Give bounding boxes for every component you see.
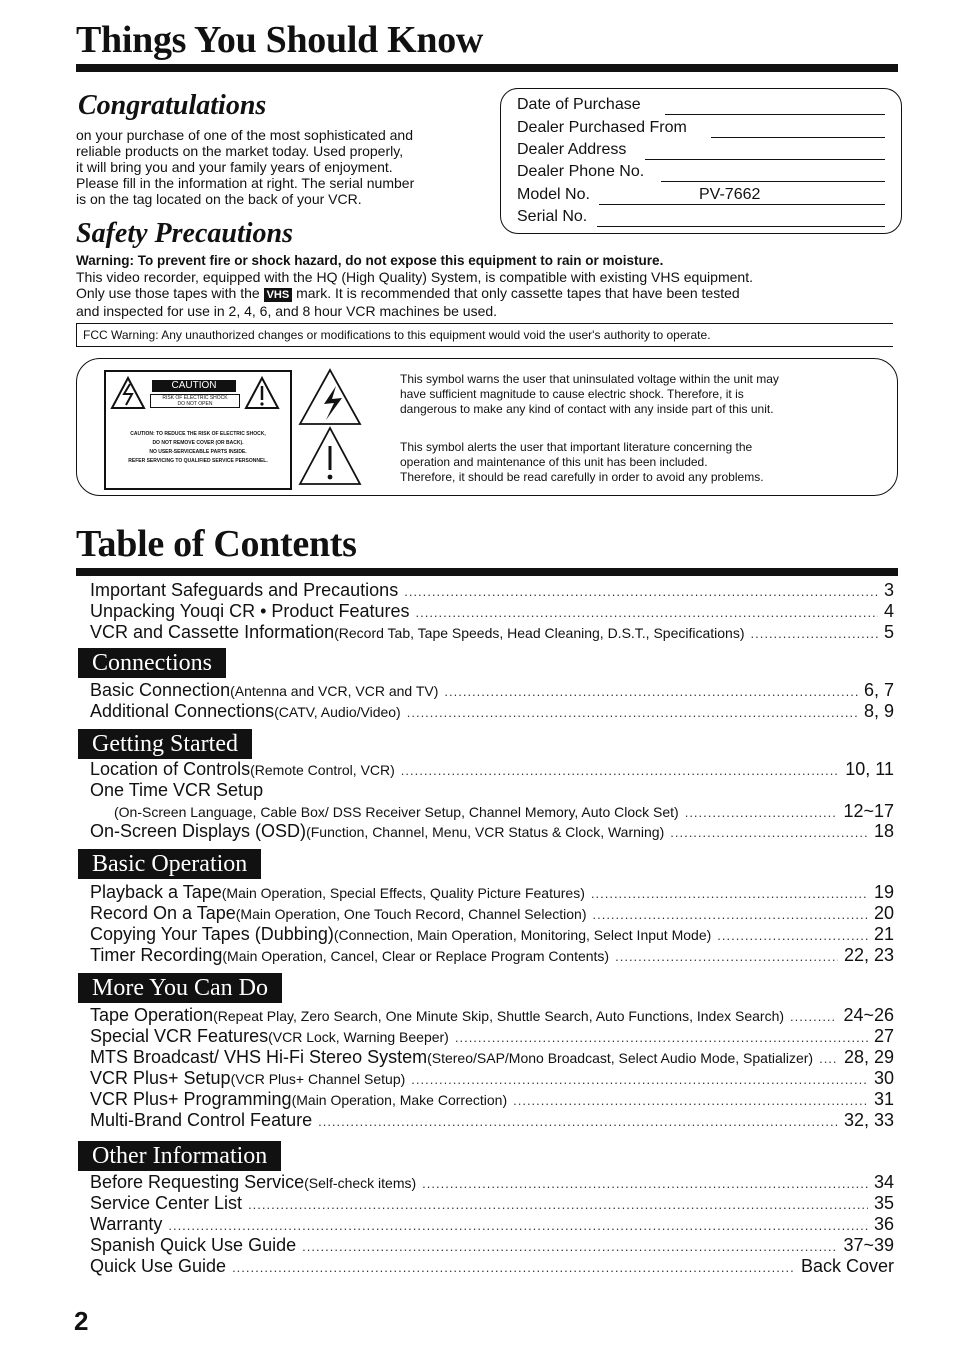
toc-entry[interactable] <box>114 801 894 822</box>
toc-entry[interactable] <box>90 882 894 903</box>
text-line: Therefore, it should be read carefully in order to avoid any problems. <box>400 470 764 484</box>
toc-page-number: 3 <box>883 580 894 600</box>
toc-leader <box>168 1218 868 1233</box>
lightning-bolt-icon <box>124 384 132 405</box>
toc-leader <box>819 1051 838 1066</box>
text-line: is on the tag located on the back of your VCR. <box>76 191 362 207</box>
safety-text <box>76 269 753 319</box>
congratulations-text <box>76 127 486 207</box>
toc-leader <box>411 1072 868 1087</box>
toc-page-number: 35 <box>873 1193 894 1213</box>
toc-entry-title: Additional Connections <box>90 701 275 721</box>
text-line: This symbol alerts the user that important literature concerning the <box>400 440 753 454</box>
toc-leader <box>591 886 868 901</box>
toc-entry-detail: (Antenna and VCR, VCR and TV) <box>230 683 439 699</box>
lightning-bolt-icon <box>324 386 342 420</box>
toc-page-number: 21 <box>873 924 894 944</box>
caution-fine-line: DO NOT REMOVE COVER (OR BACK). <box>152 440 244 446</box>
toc-entry-detail: (Remote Control, VCR) <box>250 762 395 778</box>
toc-entry-title: On-Screen Displays (OSD) <box>90 821 307 841</box>
toc-entry-title: MTS Broadcast/ VHS Hi-Fi Stereo System <box>90 1047 428 1067</box>
dealer-label: Dealer Purchased From <box>517 119 687 136</box>
text-line: This symbol warns the user that uninsulated voltage within the unit may <box>400 372 779 386</box>
toc-leader <box>407 705 858 720</box>
toc-leader <box>670 825 868 840</box>
toc-entry-title: Unpacking Youqi CR • Product Features <box>90 601 410 621</box>
toc-section-header: Connections <box>78 648 226 678</box>
toc-entry-detail: (VCR Plus+ Channel Setup) <box>230 1071 406 1087</box>
toc-page-number: Back Cover <box>800 1256 894 1276</box>
exclamation-dot <box>328 475 333 480</box>
shock-symbol-text <box>400 372 779 417</box>
toc-leader <box>248 1197 868 1212</box>
toc-entry-title: VCR Plus+ Setup <box>90 1068 231 1088</box>
toc-section-header: Basic Operation <box>78 849 261 879</box>
caution-fine-print <box>106 430 290 466</box>
toc-page-number: 27 <box>873 1026 894 1046</box>
text-line: it will bring you and your family years of enjoyment. <box>76 159 393 175</box>
congratulations-heading: Congratulations <box>78 90 267 121</box>
caution-label <box>104 370 292 490</box>
toc-entry[interactable] <box>90 1172 894 1193</box>
dealer-address-label: Dealer Address <box>517 141 627 158</box>
serial-field[interactable] <box>597 226 885 227</box>
toc-entry[interactable] <box>90 780 894 801</box>
toc-entry-detail: (Stereo/SAP/Mono Broadcast, Select Audio Mode, Spatializer) <box>427 1050 814 1066</box>
toc-page-number: 19 <box>873 882 894 902</box>
toc-page-number: 37~39 <box>843 1235 894 1255</box>
toc-leader <box>685 805 838 820</box>
vhs-logo: VHS <box>264 288 293 302</box>
toc-entry-detail: (Main Operation, Special Effects, Quality Picture Features) <box>221 885 585 901</box>
toc-entry[interactable] <box>90 1005 894 1026</box>
toc-entry-detail: (Connection, Main Operation, Monitoring, Select Input Mode) <box>333 927 712 943</box>
toc-entry-detail: (Record Tab, Tape Speeds, Head Cleaning, D.S.T., Specifications) <box>334 625 745 641</box>
text-part: mark. It is recommended that only cassette tapes that have been tested <box>296 285 740 301</box>
toc-leader <box>232 1260 795 1275</box>
toc-entry-detail: (VCR Lock, Warning Beeper) <box>268 1029 449 1045</box>
toc-leader <box>444 684 858 699</box>
serial-label: Serial No. <box>517 208 588 225</box>
toc-entry-detail: (Main Operation, One Touch Record, Channel Selection) <box>235 906 587 922</box>
text-line: on your purchase of one of the most sophisticated and <box>76 127 413 143</box>
toc-entry[interactable] <box>90 601 894 622</box>
toc-entry-title: VCR and Cassette Information <box>90 622 335 642</box>
text-line: Please fill in the information at right. The serial number <box>76 175 415 191</box>
toc-entry-title: Record On a Tape <box>90 903 236 923</box>
text-line: This video recorder, equipped with the HQ (High Quality) System, is compatible with existing VHS equipment. <box>76 269 753 285</box>
text-line: have sufficient magnitude to cause electric shock. Therefore, it is <box>400 387 744 401</box>
toc-entry-title: Tape Operation <box>90 1005 214 1025</box>
text-line: dangerous to make any kind of contact with any inside part of this unit. <box>400 402 774 416</box>
page-number: 2 <box>74 1306 89 1336</box>
title-rule <box>76 64 898 72</box>
toc-entry[interactable] <box>90 1193 894 1214</box>
safety-heading: Safety Precautions <box>76 218 293 249</box>
toc-page-number: 5 <box>883 622 894 642</box>
toc-page-number: 12~17 <box>843 801 894 821</box>
toc-entry[interactable] <box>90 1235 894 1256</box>
toc-leader <box>318 1114 838 1129</box>
toc-entry[interactable] <box>90 903 894 924</box>
toc-page-number: 22, 23 <box>843 945 894 965</box>
caution-sub-line: RISK OF ELECTRIC SHOCK <box>162 395 228 401</box>
toc-entry-detail: (On-Screen Language, Cable Box/ DSS Receiver Setup, Channel Memory, Auto Clock Set) <box>114 804 679 820</box>
toc-leader <box>615 949 838 964</box>
toc-entry-title: Multi-Brand Control Feature <box>90 1110 313 1130</box>
toc-entry[interactable] <box>90 622 894 643</box>
toc-section-header: More You Can Do <box>78 973 282 1003</box>
toc-entry[interactable] <box>90 1026 894 1047</box>
model-label: Model No. <box>517 186 590 203</box>
text-line: and inspected for use in 2, 4, 6, and 8 hour VCR machines be used. <box>76 303 498 319</box>
dealer-address-field[interactable] <box>645 159 885 160</box>
toc-section-header: Other Information <box>78 1141 281 1171</box>
dealer-phone-label: Dealer Phone No. <box>517 163 645 180</box>
dealer-phone-field[interactable] <box>661 181 885 182</box>
toc-page-number: 10, 11 <box>845 759 894 779</box>
toc-entry-title: Quick Use Guide <box>90 1256 227 1276</box>
warning-text: Warning: To prevent fire or shock hazard, do not expose this equipment to rain or moisture. <box>76 253 664 268</box>
toc-entry-detail: (Main Operation, Cancel, Clear or Replace Program Contents) <box>222 948 610 964</box>
toc-entry[interactable] <box>90 1047 894 1068</box>
fcc-warning: FCC Warning: Any unauthorized changes or modifications to this equipment would void the user's authority to operate. <box>76 323 893 347</box>
toc-page-number: 28, 29 <box>843 1047 894 1067</box>
toc-page-number: 31 <box>873 1089 894 1109</box>
toc-leader <box>513 1093 868 1108</box>
text-line: reliable products on the market today. Used properly, <box>76 143 404 159</box>
toc-entry-detail: (Main Operation, Make Correction) <box>291 1092 508 1108</box>
toc-entry-title: Warranty <box>90 1214 163 1234</box>
toc-page-number: 32, 33 <box>843 1110 894 1130</box>
toc-leader <box>790 1009 837 1024</box>
toc-section-header: Getting Started <box>78 729 252 759</box>
toc-page-number: 18 <box>873 821 894 841</box>
page-title: Things You Should Know <box>76 19 484 61</box>
toc-page-number: 4 <box>883 601 894 621</box>
text-part: Only use those tapes with the <box>76 285 260 301</box>
toc-leader <box>415 605 878 620</box>
toc-entry[interactable] <box>90 1256 894 1277</box>
exclamation-dot <box>260 402 263 405</box>
model-value: PV-7662 <box>699 186 761 203</box>
toc-entry-title: Basic Connection <box>90 680 231 700</box>
toc-leader <box>751 626 878 641</box>
toc-entry[interactable] <box>90 580 894 601</box>
toc-entry-title: Spanish Quick Use Guide <box>90 1235 297 1255</box>
toc-entry-title: Location of Controls <box>90 759 251 779</box>
safety-symbols <box>296 366 370 490</box>
toc-title: Table of Contents <box>76 523 357 565</box>
toc-leader <box>455 1030 868 1045</box>
toc-entry-title: Important Safeguards and Precautions <box>90 580 399 600</box>
toc-leader <box>401 763 839 778</box>
toc-page-number: 24~26 <box>843 1005 894 1025</box>
caution-fine-line: REFER SERVICING TO QUALIFIED SERVICE PERSONNEL. <box>128 458 268 464</box>
purchase-info-box <box>500 88 902 234</box>
toc-rule <box>76 568 898 576</box>
dealer-field[interactable] <box>711 137 885 138</box>
toc-entry[interactable] <box>90 1068 894 1089</box>
caution-sub-line: DO NOT OPEN <box>177 401 213 407</box>
toc-entry[interactable] <box>90 1110 894 1131</box>
toc-page-number: 8, 9 <box>863 701 894 721</box>
toc-leader <box>717 928 868 943</box>
toc-entry-title: Copying Your Tapes (Dubbing) <box>90 924 334 944</box>
toc-entry-detail: (Repeat Play, Zero Search, One Minute Skip, Shuttle Search, Auto Functions, Index Search) <box>213 1008 785 1024</box>
caution-fine-line: NO USER-SERVICEABLE PARTS INSIDE. <box>149 449 247 455</box>
toc-entry-title: Playback a Tape <box>90 882 222 902</box>
toc-page-number: 30 <box>873 1068 894 1088</box>
toc-leader <box>302 1239 837 1254</box>
toc-entry-title: Timer Recording <box>90 945 223 965</box>
toc-leader <box>404 584 878 599</box>
toc-entry[interactable] <box>90 945 894 966</box>
text-line: operation and maintenance of this unit has been included. <box>400 455 708 469</box>
literature-symbol-text <box>400 440 764 485</box>
toc-page-number: 20 <box>873 903 894 923</box>
caution-fine-line: CAUTION: TO REDUCE THE RISK OF ELECTRIC SHOCK, <box>130 431 266 437</box>
toc-entry-title: Service Center List <box>90 1193 243 1213</box>
caution-word: CAUTION <box>152 380 236 392</box>
toc-entry[interactable] <box>90 701 894 722</box>
toc-entry-title: One Time VCR Setup <box>90 780 264 800</box>
toc-leader <box>422 1176 868 1191</box>
toc-entry[interactable] <box>90 680 894 701</box>
toc-page-number: 34 <box>873 1172 894 1192</box>
toc-entry-detail: (Function, Channel, Menu, VCR Status & Clock, Warning) <box>306 824 665 840</box>
date-of-purchase-label: Date of Purchase <box>517 96 641 113</box>
toc-entry-title: Before Requesting Service <box>90 1172 305 1192</box>
date-of-purchase-field[interactable] <box>665 114 885 115</box>
toc-entry[interactable] <box>90 821 894 842</box>
toc-entry-detail: (CATV, Audio/Video) <box>274 704 401 720</box>
toc-leader <box>592 907 867 922</box>
text-line <box>76 285 753 303</box>
toc-entry[interactable] <box>90 924 894 945</box>
toc-entry-detail: (Self-check items) <box>304 1175 417 1191</box>
toc-page-number: 6, 7 <box>863 680 894 700</box>
caution-sub <box>150 394 240 408</box>
model-field[interactable] <box>599 204 885 205</box>
toc-entry-title: VCR Plus+ Programming <box>90 1089 292 1109</box>
toc-entry[interactable] <box>90 759 894 780</box>
toc-entry[interactable] <box>90 1089 894 1110</box>
toc-entry[interactable] <box>90 1214 894 1235</box>
toc-page-number: 36 <box>873 1214 894 1234</box>
toc-entry-title: Special VCR Features <box>90 1026 269 1046</box>
